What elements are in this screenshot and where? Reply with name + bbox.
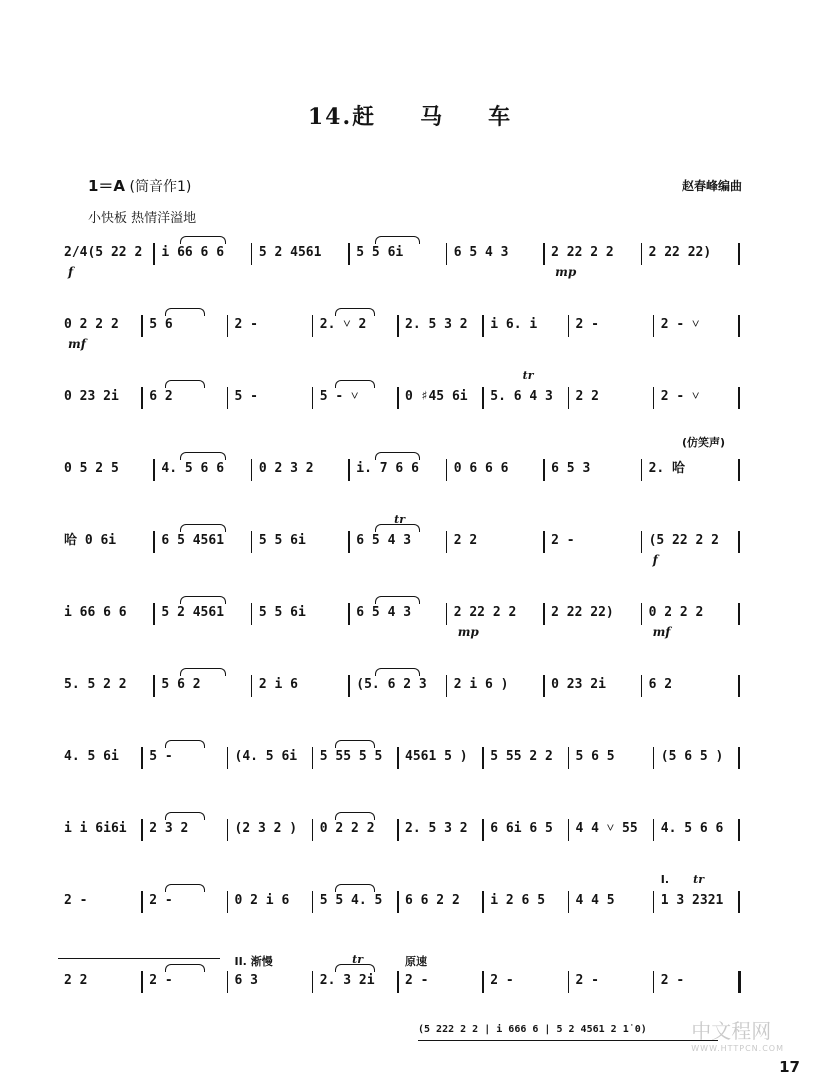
watermark-url: WWW.HTTPCN.COM <box>691 1044 784 1053</box>
page-number: 17 <box>779 1058 800 1076</box>
barline <box>738 675 740 697</box>
barline <box>543 243 545 265</box>
key-signature <box>88 175 191 196</box>
measure: i 6. i <box>490 317 538 332</box>
measure: 2 - <box>551 533 575 548</box>
measure: 2 - <box>405 973 429 988</box>
tie-slur <box>165 884 205 892</box>
tempo-mark: 小快板 热情洋溢地 <box>88 211 197 226</box>
measure: 5 55 5 5 <box>319 749 383 764</box>
tie-slur <box>335 812 375 820</box>
tie-slur <box>375 596 421 604</box>
score-annotation: tr <box>352 953 363 966</box>
measure: 5. 6 4 3 <box>490 389 553 404</box>
barline <box>738 315 740 337</box>
barline <box>738 603 740 625</box>
watermark-text: 中文程网 <box>691 1019 772 1043</box>
barline <box>653 315 655 337</box>
barline <box>141 747 143 769</box>
dynamic-mark: mp <box>555 265 577 279</box>
measure: 4 4 ˅ 55 <box>575 821 638 836</box>
barline <box>397 387 399 409</box>
measure: 6 2 <box>149 389 173 404</box>
measure: 5 6 5 <box>575 749 615 764</box>
measure: 6 2 <box>648 677 673 692</box>
barline <box>446 459 448 481</box>
tie-slur <box>165 740 205 748</box>
measure: 0 2 2 2 <box>319 821 375 836</box>
measure: (5. 6 2 3 <box>356 677 427 692</box>
score-annotation: II. 渐慢 <box>234 955 273 968</box>
barline <box>446 603 448 625</box>
measure: 2 - ˅ <box>660 317 700 332</box>
measure: 5 6 <box>149 317 173 332</box>
barline <box>482 315 484 337</box>
measure: i 66 6 6 <box>161 245 225 260</box>
title-char-1: 赶 <box>352 104 377 130</box>
measure: 2 - <box>575 317 599 332</box>
score-line <box>58 816 740 856</box>
barline <box>227 971 229 993</box>
dynamic-mark: mf <box>652 625 671 639</box>
measure: (4. 5 6i <box>234 749 298 764</box>
barline <box>251 243 253 265</box>
measure: 2 2 <box>453 533 478 548</box>
score-line <box>58 672 740 712</box>
barline <box>141 387 143 409</box>
measure: i 66 6 6 <box>64 605 127 620</box>
barline <box>397 971 399 993</box>
barline <box>653 747 655 769</box>
measure: 5 5 6i <box>258 605 306 620</box>
barline <box>251 603 253 625</box>
barline <box>446 243 448 265</box>
measure: 2 - <box>490 973 514 988</box>
barline <box>312 387 314 409</box>
measure: 4 4 5 <box>575 893 615 908</box>
score-line <box>58 873 740 928</box>
barline <box>543 675 545 697</box>
barline <box>227 315 229 337</box>
measure: 2 22 2 2 <box>551 245 614 260</box>
tie-slur <box>335 964 375 972</box>
barline <box>482 747 484 769</box>
score-annotation: tr <box>522 369 534 382</box>
measure: 6 5 4 3 <box>356 605 412 620</box>
barline <box>348 243 350 265</box>
barline <box>568 819 570 841</box>
measure: 0 2 2 2 <box>64 317 119 332</box>
footnote-rule <box>418 1040 718 1041</box>
measure: 5 - ˅ <box>319 389 359 404</box>
measure: 2 - <box>149 893 173 908</box>
tie-slur <box>375 452 421 460</box>
measure: 0 ♯45 6i <box>405 389 468 404</box>
barline <box>397 315 399 337</box>
barline <box>738 891 740 913</box>
barline <box>141 315 143 337</box>
measure: 2 - ˅ <box>660 389 700 404</box>
measure: 6 6i 6 5 <box>490 821 553 836</box>
footnote: (5 222 2 2 | i 666 6 | 5 2 4561 2 1̇ 0) <box>418 1024 647 1035</box>
score-line <box>58 436 740 496</box>
measure: 0 2 3 2 <box>258 461 314 476</box>
score-line <box>58 312 740 352</box>
measure: 6 3 <box>234 973 258 988</box>
barline <box>153 675 155 697</box>
barline <box>446 675 448 697</box>
tie-slur <box>165 812 205 820</box>
measure: 5 5 6i <box>258 533 306 548</box>
measure: 2. 哈 <box>648 461 686 476</box>
barline <box>482 387 484 409</box>
measure: 6 5 4561 <box>161 533 225 548</box>
score-annotation: tr <box>394 513 406 526</box>
measure: 0 2 i 6 <box>234 893 290 908</box>
tie-slur <box>180 668 226 676</box>
barline <box>568 971 570 993</box>
measure: 2 i 6 <box>258 677 298 692</box>
barline <box>312 747 314 769</box>
barline <box>738 531 740 553</box>
score-line <box>58 240 740 280</box>
title-char-2: 马 <box>420 104 445 130</box>
barline <box>446 531 448 553</box>
barline <box>641 675 643 697</box>
measure: 1 3 2321 <box>660 893 724 908</box>
measure: 2 - <box>149 973 173 988</box>
tie-slur <box>165 380 205 388</box>
barline <box>738 459 740 481</box>
measure: 2. 3 2i <box>319 973 375 988</box>
measure: 5 - <box>149 749 173 764</box>
barline <box>641 243 643 265</box>
barline <box>738 819 740 841</box>
measure: 5 55 2 2 <box>490 749 553 764</box>
dynamic-mark: mf <box>68 337 86 351</box>
barline <box>312 891 314 913</box>
score-annotation: tr <box>693 873 704 886</box>
tie-slur <box>335 308 375 316</box>
final-barline <box>738 971 741 993</box>
measure: 2 2 <box>575 389 599 404</box>
score-line <box>58 953 740 1008</box>
barline <box>348 603 350 625</box>
score-annotation: 原速 <box>405 955 427 968</box>
barline <box>141 891 143 913</box>
barline <box>312 971 314 993</box>
tie-slur <box>180 452 226 460</box>
measure: (2 3 2 ) <box>234 821 298 836</box>
tie-slur <box>335 380 375 388</box>
watermark <box>691 1015 784 1053</box>
barline <box>348 531 350 553</box>
measure: 2 22 22) <box>551 605 614 620</box>
measure: 0 23 2i <box>64 389 119 404</box>
barline <box>141 971 143 993</box>
measure: 哈 0 6i <box>64 533 117 548</box>
barline <box>738 243 740 265</box>
barline <box>653 891 655 913</box>
measure: 4. 5 6i <box>64 749 119 764</box>
measure: 2 2 <box>64 973 88 988</box>
barline <box>543 531 545 553</box>
barline <box>141 819 143 841</box>
barline <box>397 819 399 841</box>
measure: 5 - <box>234 389 258 404</box>
barline <box>348 675 350 697</box>
tie-slur <box>375 524 421 532</box>
score-line <box>58 600 740 640</box>
measure: 5 2 4561 <box>258 245 322 260</box>
measure: 2. 5 3 2 <box>405 821 468 836</box>
barline <box>653 387 655 409</box>
measure: 2 - <box>575 973 599 988</box>
barline <box>397 747 399 769</box>
measure: 2 3 2 <box>149 821 189 836</box>
barline <box>543 459 545 481</box>
barline <box>227 819 229 841</box>
tie-slur <box>180 596 226 604</box>
measure: i i 6i6i <box>64 821 127 836</box>
tie-slur <box>335 740 375 748</box>
barline <box>227 747 229 769</box>
barline <box>227 891 229 913</box>
tie-slur <box>165 964 205 972</box>
tie-slur <box>180 524 226 532</box>
measure: 2. 5 3 2 <box>405 317 468 332</box>
barline <box>153 459 155 481</box>
measure: 4561 5 ) <box>405 749 468 764</box>
measure: 4. 5 6 6 <box>161 461 225 476</box>
score-line <box>58 369 740 424</box>
dynamic-mark: f <box>68 265 74 279</box>
barline <box>641 603 643 625</box>
title-char-3: 车 <box>488 104 513 130</box>
barline <box>543 603 545 625</box>
measure: 6 5 3 <box>551 461 591 476</box>
barline <box>568 747 570 769</box>
score-line <box>58 744 740 784</box>
score-annotation: I. <box>660 873 670 886</box>
measure: 2 - <box>234 317 258 332</box>
barline <box>738 747 740 769</box>
measure: 2/4(5 22 2 <box>64 245 143 260</box>
tie-slur <box>165 308 205 316</box>
score-line <box>58 513 740 568</box>
barline <box>153 531 155 553</box>
measure: 6 6 2 2 <box>405 893 460 908</box>
barline <box>482 971 484 993</box>
tie-slur <box>375 236 421 244</box>
barline <box>251 675 253 697</box>
key-note: (筒音作1) <box>129 179 192 195</box>
barline <box>482 891 484 913</box>
barline <box>153 243 155 265</box>
barline <box>653 971 655 993</box>
key-value: 1＝A <box>88 177 126 195</box>
measure: 2 22 22) <box>648 245 712 260</box>
barline <box>348 459 350 481</box>
barline <box>641 531 643 553</box>
measure: (5 6 5 ) <box>660 749 724 764</box>
dynamic-mark: f <box>652 553 658 567</box>
barline <box>482 819 484 841</box>
barline <box>312 819 314 841</box>
barline <box>153 603 155 625</box>
barline <box>397 891 399 913</box>
measure: 2 - <box>64 893 88 908</box>
barline <box>653 819 655 841</box>
volta-line <box>58 958 740 959</box>
measure: 6 5 4 3 <box>356 533 412 548</box>
measure: 2. ˅ 2 <box>319 317 367 332</box>
barline <box>568 891 570 913</box>
measure: 6 5 4 3 <box>453 245 509 260</box>
barline <box>568 387 570 409</box>
measure: 5 2 4561 <box>161 605 225 620</box>
measure: 0 5 2 5 <box>64 461 119 476</box>
barline <box>312 315 314 337</box>
measure: 5 5 4. 5 <box>319 893 383 908</box>
measure: 0 2 2 2 <box>648 605 704 620</box>
barline <box>227 387 229 409</box>
measure: 5 6 2 <box>161 677 201 692</box>
measure: i 2 6 5 <box>490 893 546 908</box>
measure: 5. 5 2 2 <box>64 677 127 692</box>
tie-slur <box>335 884 375 892</box>
barline <box>738 387 740 409</box>
piece-title <box>0 100 820 131</box>
composer: 赵春峰编曲 <box>681 179 742 193</box>
measure: 2 22 2 2 <box>453 605 517 620</box>
tie-slur <box>375 668 421 676</box>
measure: i. 7 6 6 <box>356 461 419 476</box>
dynamic-mark: mp <box>457 625 479 639</box>
measure: 5 5 6i <box>356 245 404 260</box>
measure: (5 22 2 2 <box>648 533 720 548</box>
measure: 0 6 6 6 <box>453 461 509 476</box>
barline <box>641 459 643 481</box>
score-annotation: (仿笑声) <box>682 436 726 449</box>
measure: 4. 5 6 6 <box>660 821 724 836</box>
measure: 2 - <box>660 973 685 988</box>
title-number: 14. <box>307 104 353 130</box>
tie-slur <box>180 236 226 244</box>
barline <box>251 531 253 553</box>
measure: 0 23 2i <box>551 677 606 692</box>
barline <box>251 459 253 481</box>
barline <box>568 315 570 337</box>
measure: 2 i 6 ) <box>453 677 509 692</box>
